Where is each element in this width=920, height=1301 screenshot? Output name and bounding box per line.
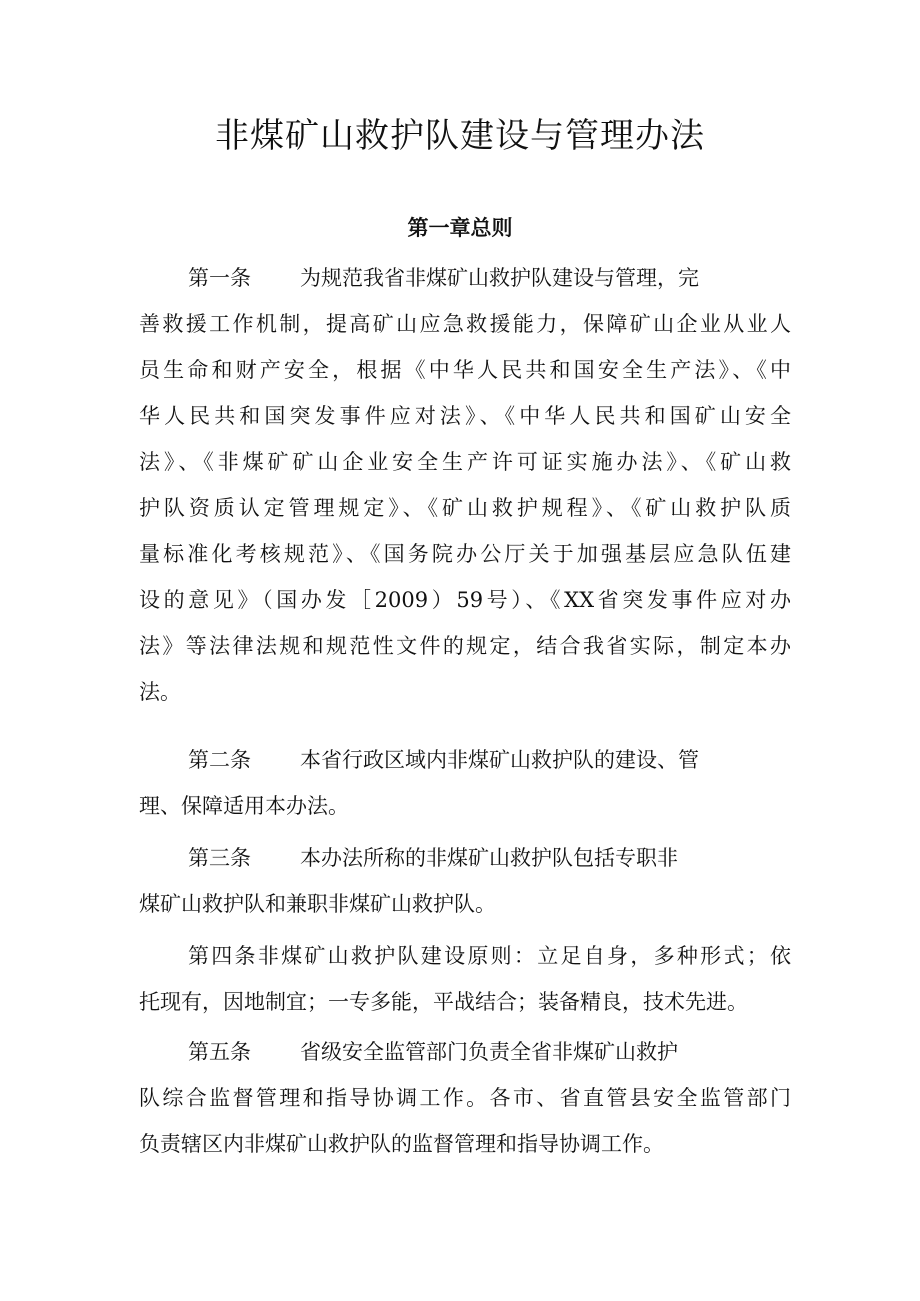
article-4-text-1: 第四条非煤矿山救护队建设原则：立足自身，多种形式；依 xyxy=(188,944,791,968)
article-5-line-1 xyxy=(188,1034,678,1070)
article-1-line-6: 护队资质认定管理规定》、《矿山救护规程》、《矿山救护队质 xyxy=(139,496,791,520)
article-1-line-1 xyxy=(188,260,699,296)
article-1-line-4: 华人民共和国突发事件应对法》、《中华人民共和国矿山安全 xyxy=(139,404,791,428)
article-1-line-2: 善救援工作机制，提高矿山应急救援能力，保障矿山企业从业人 xyxy=(139,312,791,336)
article-5-line-3: 负责辖区内非煤矿山救护队的监督管理和指导协调工作。 xyxy=(139,1132,664,1156)
article-3-label: 第三条 xyxy=(188,846,251,870)
article-1-line-10: 法。 xyxy=(139,680,181,704)
article-3-line-1 xyxy=(188,840,678,876)
article-3-line-2: 煤矿山救护队和兼职非煤矿山救护队。 xyxy=(139,892,496,916)
article-1-line-8: 设的意见》（国办发［2009）59号）、《XX省突发事件应对办 xyxy=(139,588,791,612)
article-1-label: 第一条 xyxy=(188,266,251,290)
article-2-label: 第二条 xyxy=(188,748,251,772)
article-1-line-9: 法》等法律法规和规范性文件的规定，结合我省实际，制定本办 xyxy=(139,634,791,658)
article-4-line-1 xyxy=(188,938,791,974)
article-1-line-7: 量标准化考核规范》、《国务院办公厅关于加强基层应急队伍建 xyxy=(139,542,791,566)
article-3-text-1: 本办法所称的非煤矿山救护队包括专职非 xyxy=(300,846,678,870)
article-1-line-5: 法》、《非煤矿矿山企业安全生产许可证实施办法》、《矿山救 xyxy=(139,450,791,474)
chapter-heading: 第一章总则 xyxy=(407,216,513,240)
article-2-line-1 xyxy=(188,742,699,778)
article-1-line-3: 员生命和财产安全，根据《中华人民共和国安全生产法》、《中 xyxy=(139,358,791,382)
article-5-text-1: 省级安全监管部门负责全省非煤矿山救护 xyxy=(300,1040,678,1064)
article-5-label: 第五条 xyxy=(188,1040,251,1064)
article-1-text-1: 为规范我省非煤矿山救护队建设与管理，完 xyxy=(300,266,699,290)
article-2-text-1: 本省行政区域内非煤矿山救护队的建设、管 xyxy=(300,748,699,772)
article-5-line-2: 队综合监督管理和指导协调工作。各市、省直管县安全监管部门 xyxy=(139,1086,791,1110)
article-2-line-2: 理、保障适用本办法。 xyxy=(139,794,349,818)
article-4-line-2: 托现有，因地制宜；一专多能，平战结合；装备精良，技术先进。 xyxy=(139,990,748,1014)
document-title: 非煤矿山救护队建设与管理办法 xyxy=(215,116,705,156)
